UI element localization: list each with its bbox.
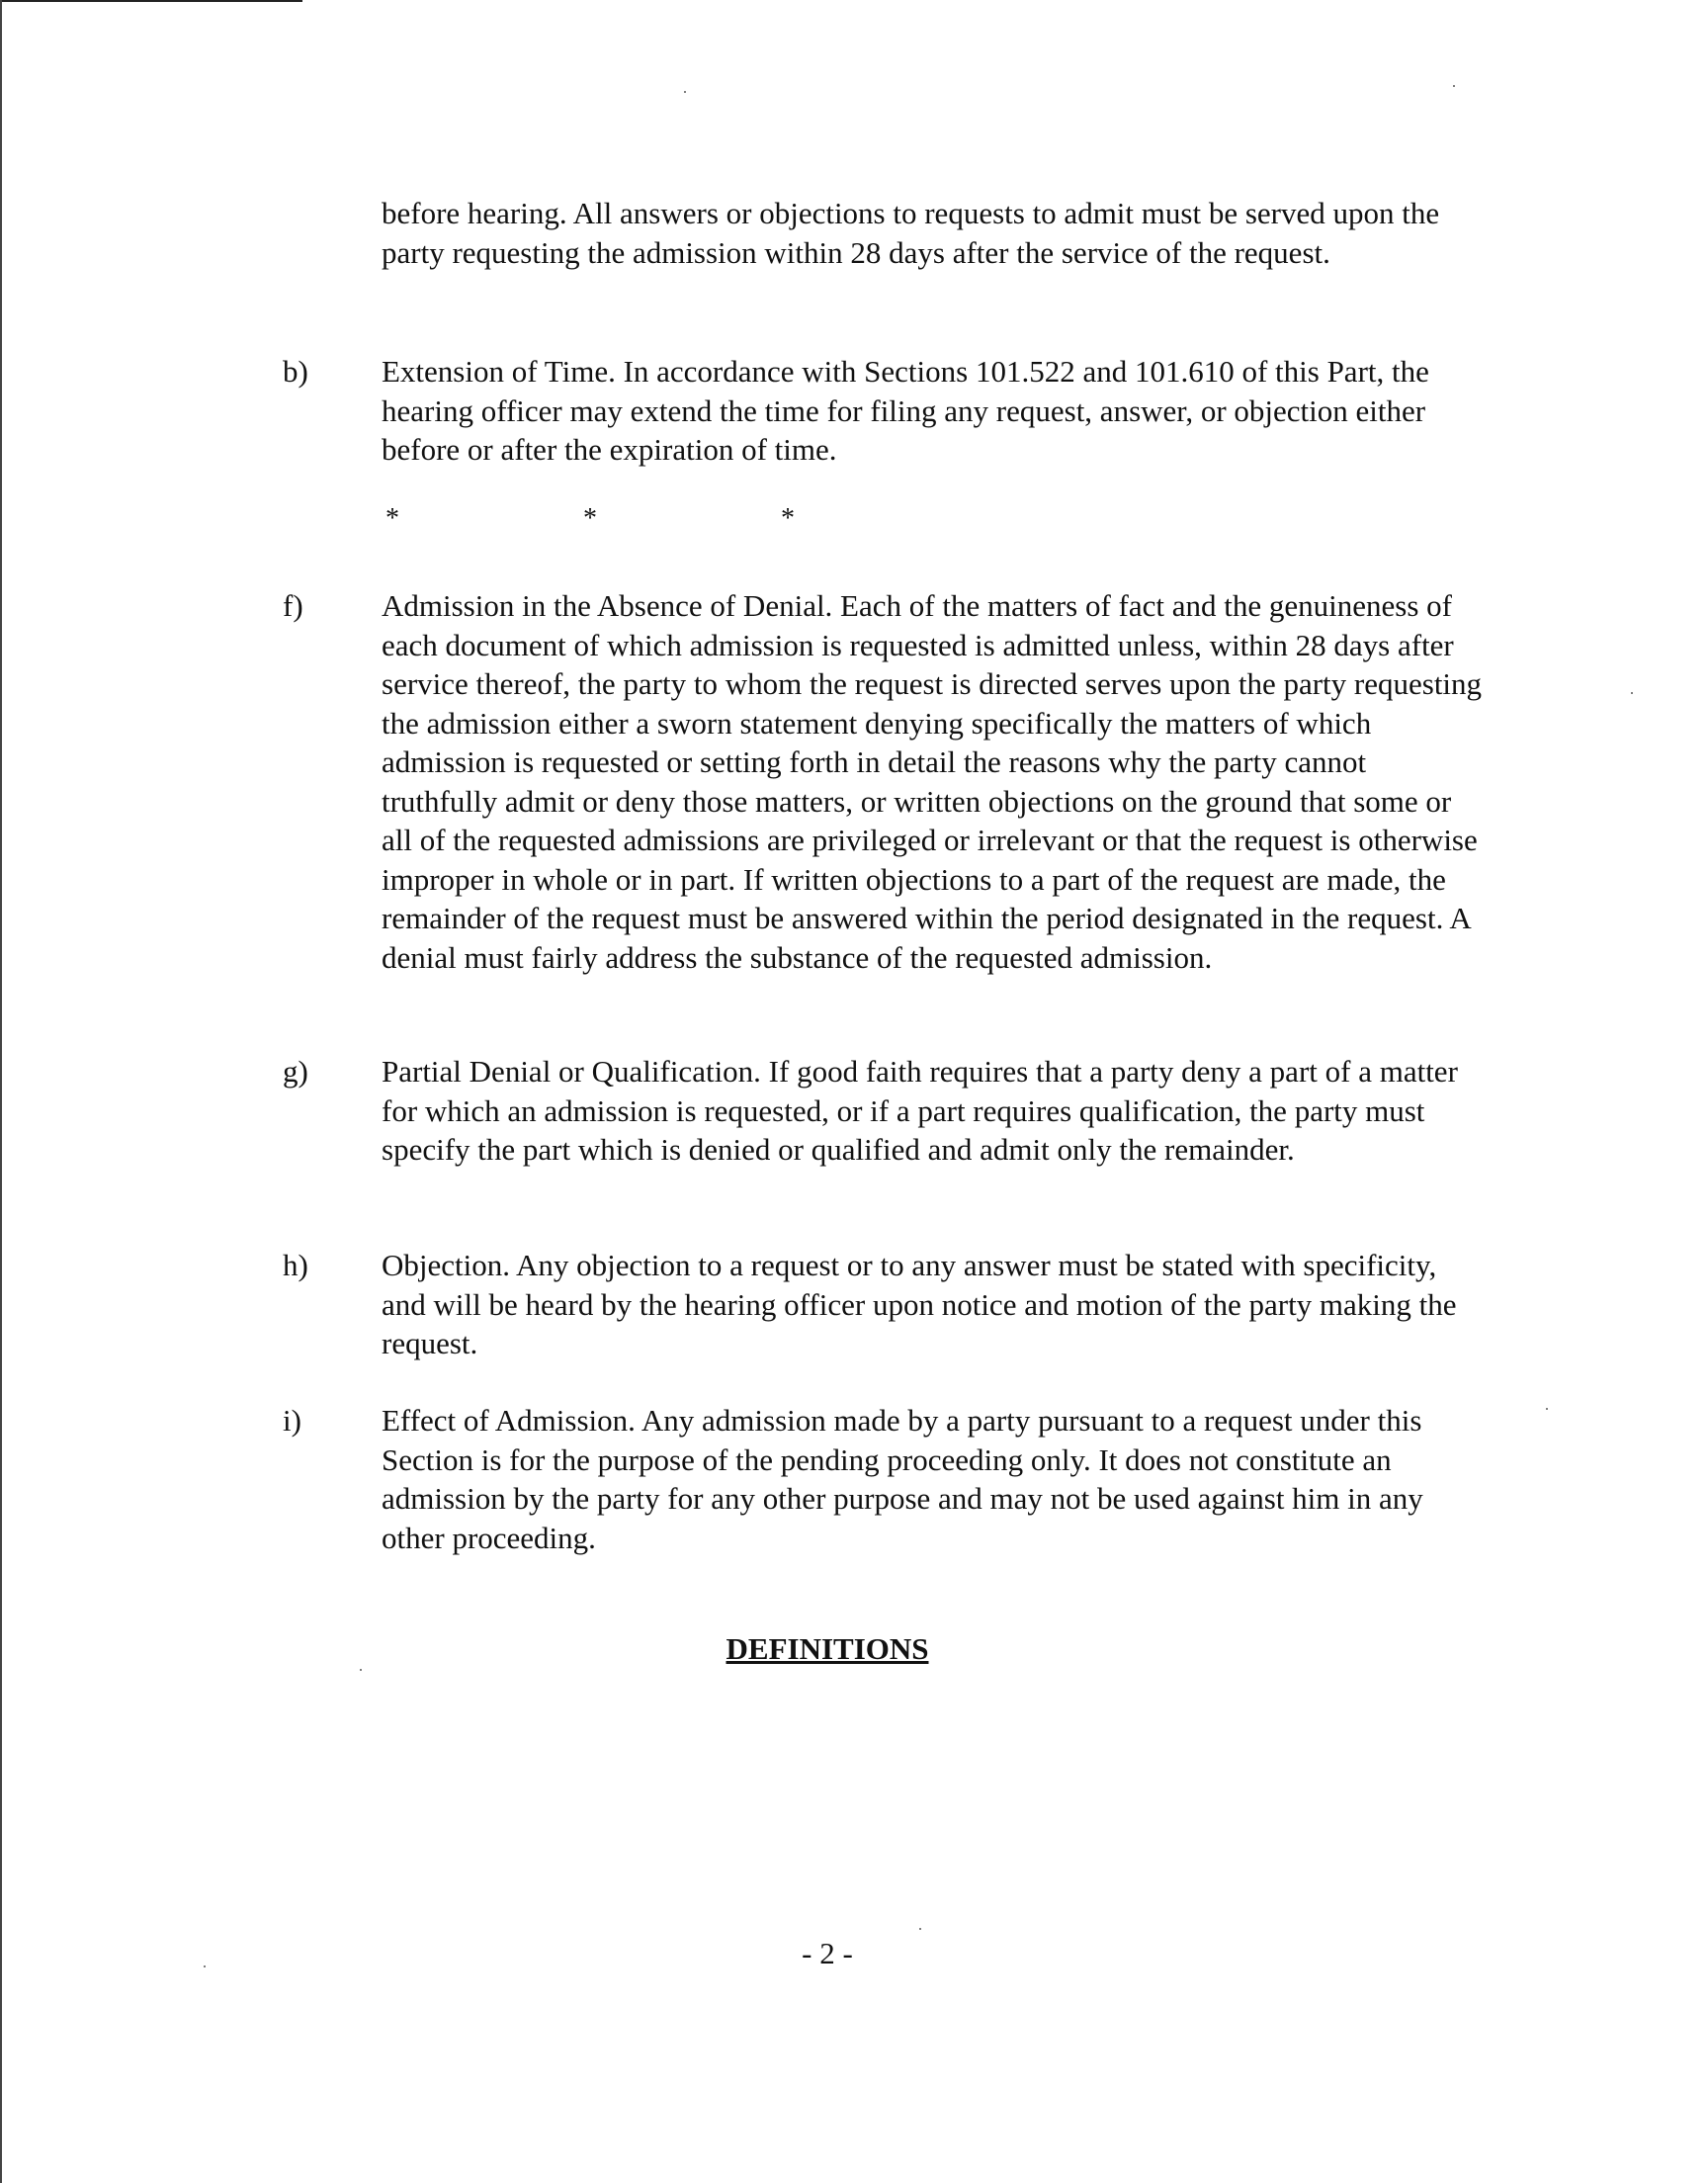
item-marker-i: i)	[283, 1403, 301, 1438]
scan-top-rule	[0, 0, 302, 2]
omission-mark: *	[385, 503, 399, 534]
item-marker-g: g)	[283, 1054, 308, 1089]
item-text-g: Partial Denial or Qualification. If good faith requires that a party deny a part of a matter for which an admission is requested, or if a part requires qualification, the party must specify the part which is denied or qualified and admit only the remainder.	[382, 1054, 1458, 1167]
item-text-f: Admission in the Absence of Denial. Each of the matters of fact and the genuineness of each document of which admission is requested is admitted unless, within 28 days after service thereof, the party to whom the request is directed serves upon the party requesting the admission either a sworn statement denying specifically the matters of which admission is requested or setting forth in detail the reasons why the party cannot truthfully admit or deny those matters, or written objections on the ground that some or all of the requested admissions are privileged or irrelevant or that the request is otherwise improper in whole or in part. If written objections to a part of the request are made, the remainder of the request must be answered within the period designated in the request. A denial must fairly address the substance of the requested admission.	[382, 588, 1483, 975]
section-heading: DEFINITIONS	[726, 1631, 929, 1666]
item-marker-h: h)	[283, 1248, 308, 1282]
page-number: - 2 -	[802, 1936, 853, 1970]
continuation-paragraph: before hearing. All answers or objections to requests to admit must be served upon the party requesting the admission within 28 days after the service of the request.	[382, 196, 1440, 270]
item-text-b: Extension of Time. In accordance with Sections 101.522 and 101.610 of this Part, the hearing officer may extend the time for filing any request, answer, or objection either before or after the expiration of time.	[382, 354, 1429, 467]
scan-speck	[1631, 692, 1633, 694]
omission-mark: *	[781, 503, 795, 534]
scan-speck	[684, 91, 686, 93]
item-text-h: Objection. Any objection to a request or to any answer must be stated with specificity, and will be heard by the hearing officer upon notice and motion of the party making the request.	[382, 1248, 1457, 1360]
item-text-i: Effect of Admission. Any admission made by a party pursuant to a request under this Section is for the purpose of the pending proceeding only. It does not constitute an admission by the party for any other purpose and may not be used against him in any other proceeding.	[382, 1403, 1423, 1555]
scan-speck	[1546, 1408, 1548, 1410]
scan-left-edge	[0, 0, 2, 2183]
item-marker-b: b)	[283, 354, 308, 389]
item-marker-f: f)	[283, 588, 303, 623]
scan-speck	[360, 1669, 362, 1671]
scan-speck	[919, 1928, 921, 1930]
scan-speck	[1453, 85, 1455, 87]
omission-mark: *	[583, 503, 597, 534]
